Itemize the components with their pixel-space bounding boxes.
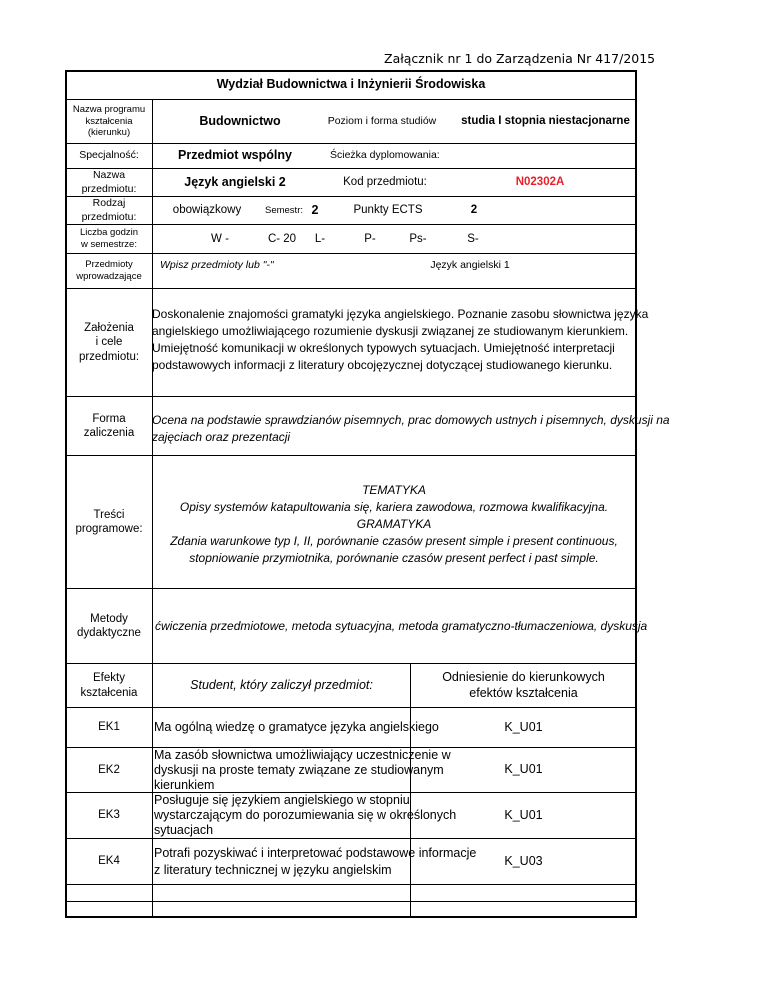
outcomes-label: Efekty kształcenia [80, 672, 138, 699]
outcome-description: Ma zasób słownictwa umożliwiający uczestniczenie w dyskusji na proste tematy związane ze studiowanym kierunkiem [154, 748, 451, 792]
semester-value: 2 [311, 202, 319, 217]
subject-type-label: Rodzaj przedmiotu: [81, 197, 137, 223]
specialty-label: Specjalność: [79, 149, 139, 162]
subject-code-value: N02302A [515, 176, 565, 189]
outcome-description: Ma ogólną wiedzę o gramatyce języka angielskiego [154, 719, 439, 734]
outcome-reference: K_U01 [504, 762, 543, 777]
prerequisites-label: Przedmioty wprowadzające [76, 259, 142, 282]
faculty-title: Wydział Budownictwa i Inżynierii Środowiska [216, 77, 486, 92]
ects-value: 2 [470, 204, 478, 217]
hours-practice: Ps- [409, 232, 427, 245]
hours-lab: L- [314, 232, 326, 245]
outcome-id: EK1 [98, 721, 120, 734]
assessment-text: Ocena na podstawie sprawdzianów pisemnych, prac domowych ustnych i pisemnych, dyskusji na zajęciach oraz prezentacji [152, 413, 670, 444]
hours-project: P- [364, 232, 376, 245]
attachment-note: Załącznik nr 1 do Zarządzenia Nr 417/2015 [384, 51, 656, 66]
outcome-id: EK4 [98, 855, 120, 868]
goals-label: Założenia i cele przedmiotu: [78, 321, 140, 363]
specialty-value: Przedmiot wspólny [178, 148, 292, 163]
content-label: Treści programowe: [75, 508, 143, 535]
program-value: Budownictwo [199, 113, 281, 128]
outcomes-reference-header: Odniesienie do kierunkowych efektów kształcenia [442, 669, 605, 700]
subject-code-label: Kod przedmiotu: [343, 176, 427, 189]
assessment-label: Forma zaliczenia [83, 412, 135, 439]
hours-seminar: S- [467, 232, 479, 245]
program-label: Nazwa programu kształcenia (kierunku) [72, 103, 146, 139]
study-level-label: Poziom i forma studiów [327, 114, 437, 127]
outcome-reference: K_U01 [504, 807, 543, 822]
outcome-id: EK2 [98, 763, 120, 776]
goals-text: Doskonalenie znajomości gramatyki języka angielskiego. Poznanie zasobu słownictwa języka angielskiego umożliwiającego rozumienie dyskusji związanej ze studiowanym kierunkiem. Umiejętność komunikacji w określonych typowych sytuacjach. Umiejętność interpretacji podstawowych informacji z literatury obcojęzycznej dotyczącej studiowanego kierunku. [152, 307, 649, 372]
prerequisites-value: Język angielski 1 [430, 259, 510, 272]
outcome-reference: K_U03 [504, 853, 543, 868]
outcome-reference: K_U01 [504, 719, 543, 734]
diploma-path-label: Ścieżka dyplomowania: [330, 149, 440, 162]
hours-exercises: C- 20 [267, 232, 297, 245]
subject-label: Nazwa przedmiotu: [81, 169, 137, 195]
outcome-description: Potrafi pozyskiwać i interpretować podstawowe informacje z literatury technicznej w języku angielskim [154, 846, 477, 877]
hours-lecture: W - [211, 232, 229, 245]
outcome-id: EK3 [98, 809, 120, 822]
hours-label: Liczba godzin w semestrze: [79, 227, 139, 250]
prerequisites-hint: Wpisz przedmioty lub "-" [160, 259, 274, 272]
ects-label: Punkty ECTS [353, 204, 423, 217]
semester-label: Semestr: [264, 204, 303, 216]
outcome-description: Posługuje się językiem angielskiego w stopniu wystarczającym do porozumiewania się w określonych sytuacjach [154, 793, 457, 837]
subject-type-value: obowiązkowy [172, 204, 242, 217]
methods-value: ćwiczenia przedmiotowe, metoda sytuacyjna, metoda gramatyczno-tłumaczeniowa, dyskusja [155, 618, 648, 633]
content-text: TEMATYKA Opisy systemów katapultowania się, kariera zawodowa, rozmowa kwalifikacyjna. GRAMATYKA Zdania warunkowe typ I, II, porównanie czasów present simple i present continuous, stopniowanie przymiotnika, porównanie czasów present perfect i past simple. [170, 483, 618, 565]
study-level-value: studia I stopnia niestacjonarne [461, 115, 630, 128]
methods-label: Metody dydaktyczne [77, 612, 141, 639]
subject-value: Język angielski 2 [184, 174, 286, 189]
outcomes-student-header: Student, który zaliczył przedmiot: [190, 677, 373, 692]
